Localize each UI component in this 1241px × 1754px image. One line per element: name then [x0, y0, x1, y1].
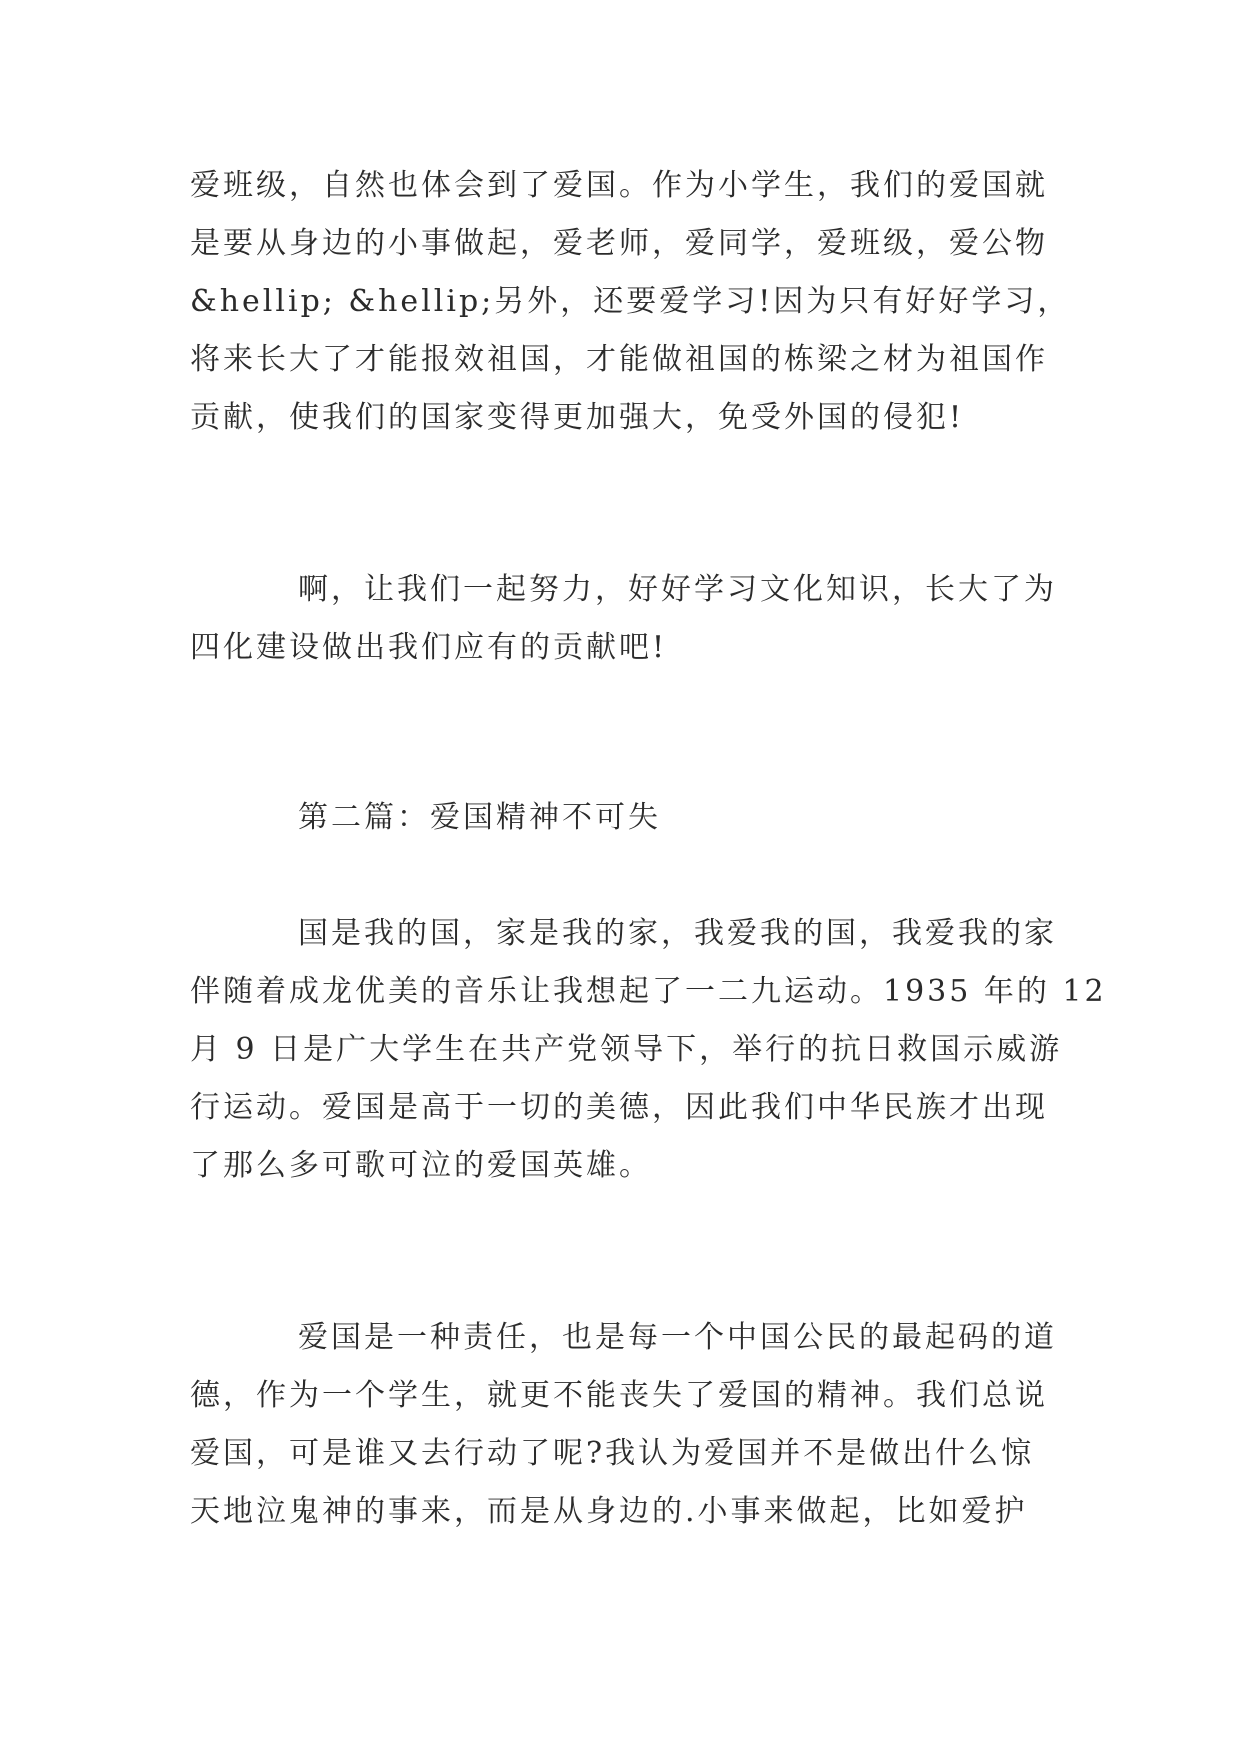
text-line: 爱班级，自然也体会到了爱国。作为小学生，我们的爱国就 [190, 168, 1048, 203]
text-line: 行运动。爱国是高于一切的美德，因此我们中华民族才出现 [190, 1090, 1048, 1125]
text-line: &hellip; &hellip;另外，还要爱学习!因为只有好好学习， [190, 284, 1071, 319]
text-line: 将来长大了才能报效祖国，才能做祖国的栋梁之材为祖国作 [190, 342, 1048, 377]
text-line: 四化建设做出我们应有的贡献吧! [190, 630, 668, 665]
text-line: 爱国是一种责任，也是每一个中国公民的最起码的道 [298, 1320, 1057, 1355]
text-line: 是要从身边的小事做起，爱老师，爱同学，爱班级，爱公物 [190, 226, 1048, 261]
text-line: 伴随着成龙优美的音乐让我想起了一二九运动。1935 年的 12 [190, 974, 1107, 1009]
text-line: 贡献，使我们的国家变得更加强大，免受外国的侵犯! [190, 400, 965, 435]
text-line: 天地泣鬼神的事来，而是从身边的.小事来做起，比如爱护 [190, 1494, 1028, 1529]
text-line: 月 9 日是广大学生在共产党领导下，举行的抗日救国示威游 [190, 1032, 1063, 1067]
text-line: 德，作为一个学生，就更不能丧失了爱国的精神。我们总说 [190, 1378, 1048, 1413]
heading-text: 第二篇：爱国精神不可失 [298, 800, 661, 835]
text-line: 啊，让我们一起努力，好好学习文化知识，长大了为 [298, 572, 1057, 607]
text-line: 了那么多可歌可泣的爱国英雄。 [190, 1148, 652, 1183]
text-line: 爱国，可是谁又去行动了呢?我认为爱国并不是做出什么惊 [190, 1436, 1035, 1471]
text-line: 国是我的国，家是我的家，我爱我的国，我爱我的家 [298, 916, 1057, 951]
